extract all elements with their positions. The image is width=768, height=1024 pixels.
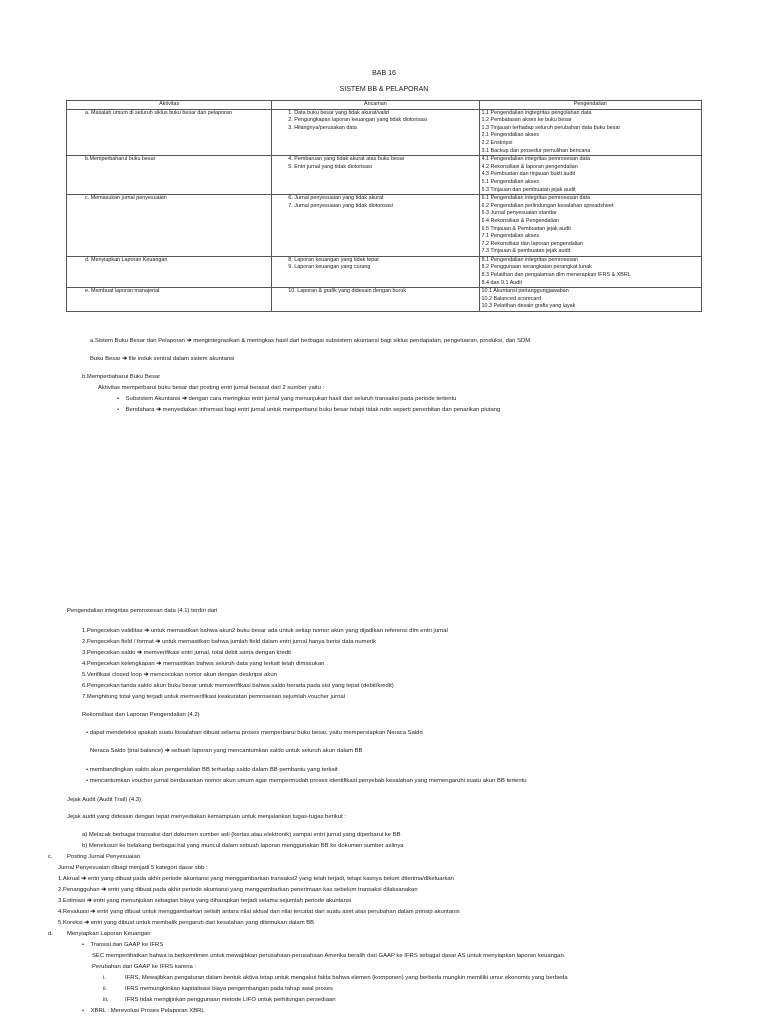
pengendalian-line: 10.1 Akuntansi pertanggungjawaban: [481, 288, 569, 295]
d-roman-ii: IFRS memungkinkan kapitalisasi biaya pengembangan pada tahap awal proses: [125, 986, 333, 992]
cell-pengendalian: [479, 256, 701, 287]
ja-item-a: a) Melacak berbagai transaksi dari dokumen sumber asli (kertas atau elektronik) sampai entri jurnal yang diperbarui ke BB: [82, 832, 401, 838]
ancaman-line: 7. Jurnal penyesuaian yang tidak diotorisasi: [288, 202, 393, 209]
pengendalian-line: 6.4 Rekonsiliasi & Pengendalian: [481, 217, 559, 224]
pengendalian-line: 1.1 Pengendalian ingtegritas pengolahan data: [481, 109, 592, 116]
text: 3.Pengecekan saldo: [82, 650, 136, 656]
text: mencantumkan voucher jurnal berdasarkan nomor akun umum agar mempermudah proses identifikasi penyebab kesalahan yang memengaruhi suatu akun BB tertentu: [89, 778, 527, 784]
section-b-bullet-1: [117, 395, 456, 403]
text: entri yang dibuat untuk membalik pengaruh dari kesalahan yang ditemukan dalam BB: [90, 920, 315, 926]
arrow-right-icon: ➔: [164, 748, 170, 754]
d-roman-i-number: i.: [103, 975, 106, 981]
text: dengan cara meringkas entri jurnal yang menunjukan hasil dari seluruh transaksi pada periode tertentu: [188, 396, 457, 402]
arrow-right-icon: ➔: [137, 650, 142, 656]
pengendalian-line: 5.3 Tinjauan dan pembuatan jejak audit: [481, 186, 576, 193]
text: entri yang menunjukan sebagian biaya yang diharapkan terjadi selama sejumlah periode akuntansi: [93, 898, 352, 904]
para-buku-besar: [90, 355, 234, 363]
pip-title: Pengendalian integritas pemrosesan data (4.1) terdiri dari: [67, 608, 218, 614]
rek-neraca-saldo: [90, 747, 362, 755]
header-aktivitas: Aktivitas: [67, 101, 272, 110]
ja-title: Jejak Audit (Audit Trail) (4.3): [67, 797, 141, 803]
pengendalian-line: 8.4 dan 9.1 Audit: [481, 279, 522, 286]
cell-pengendalian: [479, 195, 701, 257]
table-row: [67, 109, 702, 156]
pengendalian-line: 1.3 Tinjauan terhadap seluruh perubahan data buku besar: [481, 124, 621, 131]
pengendalian-line: 3.1 Backup dan prosedur pemulihan bencana: [481, 147, 591, 154]
section-d-number: d.: [48, 931, 53, 937]
ja-item-b: b) Menelusuri ke belakang berbagai hal yang muncul dalam sebuah laporan menggunakan BB ke dokumen sumber aslinya: [82, 843, 404, 849]
d-bullet-2: [82, 1007, 205, 1015]
section-b-desc: Aktivitas memperbarui buku besar dari posting entri jurnal berasal dari 2 sumber yaitu :: [98, 385, 325, 391]
ancaman-line: 4. Pembaruan yang tidak akurat atas buku besar: [288, 156, 405, 163]
ja-desc: Jejak audit yang didesain dengan tepat menyediakan kemampuan untuk menjalankan tugas-tugas berikut :: [67, 814, 347, 820]
section-c-number: c.: [48, 854, 53, 860]
d-roman-iii-number: iii.: [103, 997, 109, 1003]
bullet-icon: •: [117, 407, 124, 413]
pengendalian-line: 8.3 Pelatihan dan pengalaman dlm menerapkan IFRS & XBRL: [481, 272, 631, 279]
rek-item-2: [86, 766, 338, 774]
section-b-title: b.Memperbaharui Buku Besar: [82, 374, 161, 380]
table-header-row: [67, 101, 702, 110]
pip-item-5: [82, 671, 277, 679]
header-pengendalian: Pengendalian: [479, 101, 701, 110]
pengendalian-line: 7.2 Rekonsiliasi dan laporan pengendalian: [481, 240, 584, 247]
pengendalian-line: 10.2 Balanced scorecard: [481, 295, 542, 302]
rek-item-3: [86, 777, 527, 785]
text: 5.Verifikasi closed loop: [82, 672, 142, 678]
pengendalian-line: 1.2 Pembatasan akses ke buku besar: [481, 117, 572, 124]
d-roman-i: IFRS, Mewajibkan pengaturan dalam bentuk aktiva tetap untuk mengakui fakta bahwa elemen (komponen) yang berbeda mungkin memiliki umur ekonomis yang berbeda: [125, 975, 568, 981]
bullet-icon: •: [117, 396, 124, 402]
text: memastikan bahwa seluruh data yang terkait telah dimasukan: [162, 661, 325, 667]
rek-item-1: [86, 729, 423, 737]
text: 2.Pengecekan field / format: [82, 639, 154, 645]
pengendalian-line: 5.1 Pengendalian akses: [481, 178, 540, 185]
arrow-right-icon: ➔: [86, 898, 92, 904]
d-para-1: SEC memperlihatkan bahwa ia berkomitmen untuk mewajibkan perusahaan-perusahaan Amerika beralih dari GAAP ke IFRS sebagai dasar AS untuk menyiapkan laporan keuangan.: [92, 953, 566, 959]
text: file induk sentral dalam sistem akuntansi: [128, 356, 235, 362]
chapter-title: SISTEM BB & PELAPORAN: [339, 86, 429, 93]
cell-pengendalian: [479, 109, 701, 156]
cell-pengendalian: [479, 288, 701, 312]
arrow-right-icon: ➔: [144, 628, 150, 634]
c-item-5: [58, 919, 314, 927]
pengendalian-line: 4.1 Pengendalian integritas pemrosesan data: [481, 156, 591, 163]
pip-item-6: 6.Pengecekan tanda saldo akun buku besar untuk memverifikasi bahwa saldo berada pada sisi yang tepat (debit/kredit): [82, 683, 394, 689]
pengendalian-line: 2.1 Pengendalian akses: [481, 132, 540, 139]
pengendalian-line: 7.1 Pengendalian akses: [481, 233, 540, 240]
arrow-right-icon: ➔: [156, 407, 162, 413]
text: 5.Koreksi: [58, 920, 83, 926]
text: Bendahara: [125, 407, 155, 413]
c-item-2: [58, 886, 418, 894]
pengendalian-line: 4.2 Rekonsiliasi & laporan pengendalian: [481, 163, 578, 170]
cell-aktivitas: c. Memasukan jurnal penyesuaian: [67, 195, 272, 257]
arrow-right-icon: ➔: [181, 396, 187, 402]
text: 4.Revaluasi: [58, 909, 89, 915]
ancaman-line: 5. Entri jurnal yang tidak diotorisasi: [288, 163, 372, 170]
cell-ancaman: [272, 256, 479, 287]
section-c-desc: Jurnal Penyesuaian dibagi menjadi 5 kategori dasar sbb :: [58, 865, 208, 871]
pip-item-4: [82, 660, 324, 668]
text: untuk memastikan bahwa akun2 buku besar ada untuk setiap nomor akun yang dijadikan referensi dlm entri jurnal: [150, 628, 448, 634]
ancaman-line: 10. Laporan & grafik yang didesain dengan buruk: [288, 288, 407, 295]
cell-ancaman: [272, 195, 479, 257]
header-ancaman: Ancaman: [272, 101, 479, 110]
arrow-right-icon: ➔: [90, 909, 96, 915]
c-item-4: [58, 908, 460, 916]
c-item-3: [58, 897, 351, 905]
pip-item-3: [82, 649, 291, 657]
controls-table: [66, 100, 702, 312]
chapter-number: BAB 16: [372, 70, 396, 77]
text: 2.Penangguhan: [58, 887, 100, 893]
text: untuk memastikan bahwa jumlah field dalam entri jurnal hanya berisi data numerik: [161, 639, 377, 645]
text: 4.Pengecekan kelengkapan: [82, 661, 155, 667]
text: Neraca Saldo (trial balance): [90, 748, 164, 754]
pengendalian-line: 6.2 Pengendalian perlindungan kesalahan spreadsheet: [481, 202, 614, 209]
pengendalian-line: 7.3 Tinjauan & pembuatan jejak audit: [481, 248, 571, 255]
text: mencocokan nomor akun dengan deskripsi akun: [150, 672, 277, 678]
text: Transisi dari GAAP ke IFRS: [90, 942, 164, 948]
arrow-right-icon: ➔: [156, 661, 162, 667]
cell-aktivitas: b.Memperbaharui buku besar: [67, 156, 272, 195]
table-row: [67, 288, 702, 312]
ancaman-line: 8. Laporan keuangan yang tidak tepat: [288, 256, 379, 263]
arrow-right-icon: ➔: [84, 920, 90, 926]
cell-ancaman: [272, 156, 479, 195]
cell-aktivitas: e. Membuat laporan manajerial: [67, 288, 272, 312]
arrow-right-icon: ➔: [143, 672, 149, 678]
text: Subsistem Akuntansi: [125, 396, 181, 402]
text: membandingkan saldo akun pengendalian BB terhadap saldo dalam BB pembantu yang terkait: [89, 767, 338, 773]
para-sistem-bb: [90, 337, 532, 345]
d-roman-iii: IFRS tidak mengijinkan penggunaan metode LIFO untuk perhitungan persediaan: [125, 997, 336, 1003]
bullet-icon: •: [82, 942, 89, 948]
table-row: [67, 156, 702, 195]
text: 3.Estimasi: [58, 898, 86, 904]
cell-ancaman: [272, 288, 479, 312]
c-item-1: [58, 875, 454, 883]
bullet-icon: •: [86, 778, 89, 784]
section-d-title: Menyiapkan Laporan Keuangan: [67, 931, 151, 937]
arrow-right-icon: ➔: [186, 338, 192, 344]
rek-title: Rekonsiliasi dan Laporan Pengendalian (4.2): [82, 712, 200, 718]
text: sebuah laporan yang mencantumkan saldo untuk seluruh akun dalam BB: [171, 748, 363, 754]
text: a.Sistem Buku Besar dan Pelaporan: [90, 338, 185, 344]
pengendalian-line: 8.1 Pengendalian integritas pemrosesan: [481, 256, 579, 263]
pengendalian-line: 6.1 Pengendalian integritas pemrosesan data: [481, 195, 591, 202]
ancaman-line: 9. Laporan keuangan yang curang: [288, 264, 371, 271]
text: Buku Besar: [90, 356, 121, 362]
pip-item-1: [82, 627, 448, 635]
pengendalian-line: 6.5 Tinjauan & Pembuatan jejak audit: [481, 225, 571, 232]
ancaman-line: 1. Data buku besar yang tidak akurat/valid: [288, 109, 389, 116]
bullet-icon: •: [86, 767, 89, 773]
arrow-right-icon: ➔: [81, 876, 87, 882]
bullet-icon: •: [86, 730, 89, 736]
section-b-bullet-2: [117, 406, 500, 414]
text: memverifikasi entri jurnal, total debit sama dengan kredit: [143, 650, 291, 656]
section-c-title: Posting Jurnal Penyesuaian: [67, 854, 141, 860]
cell-pengendalian: [479, 156, 701, 195]
pip-item-7: 7.Menghitung total yang terjadi untuk memverifikasi keakuratan pemrosesan sejumlah voucher jurnal: [82, 694, 345, 700]
arrow-right-icon: ➔: [101, 887, 107, 893]
text: XBRL : Merevolusi Proses Pelaporan XBRL: [90, 1008, 205, 1014]
text: dapat mendeteksi apakah suatu kesalahan dibuat selama proses memperbarui buku besar, yaitu mempersiapkan Neraca Saldo: [89, 730, 423, 736]
text: menyediakan informasi bagi entri jurnal untuk memperbarui buku besar tetapi tidak rutin seperti penerbitan dan penarikan piutang: [162, 407, 501, 413]
text: mengintegrasikan & meringkas hasil dari berbagai subsistem akuntansi bagi siklus pendapatan, pengeluaran, produksi, dan SDM.: [193, 338, 532, 344]
ancaman-line: 3. Hilangnya/perusakan data: [288, 124, 357, 131]
arrow-right-icon: ➔: [122, 356, 128, 362]
cell-aktivitas: a. Masalah umum di seluruh siklus buku besar dan pelaporan: [67, 109, 272, 156]
ancaman-line: 6. Jurnal penyesuaian yang tidak akurat: [288, 195, 384, 202]
d-roman-ii-number: ii.: [103, 986, 108, 992]
pengendalian-line: 8.2 Penggunaan serangkaian perangkat lunak: [481, 264, 592, 271]
table-row: [67, 256, 702, 287]
cell-ancaman: [272, 109, 479, 156]
bullet-icon: •: [82, 1008, 89, 1014]
pengendalian-line: 6.3 Jurnal penyesuaian standar: [481, 210, 557, 217]
d-bullet-1: [82, 941, 163, 949]
text: 1.Akrual: [58, 876, 80, 882]
pip-item-2: [82, 638, 376, 646]
pengendalian-line: 4.3 Pembuatan dan tinjauan bukti audit: [481, 171, 576, 178]
d-para-2: Perubahan dari GAAP ke IFRS karena :: [92, 964, 197, 970]
table-row: [67, 195, 702, 257]
pengendalian-line: 2.2 Enskripsi: [481, 139, 513, 146]
pengendalian-line: 10.3 Pelatihan desain grafis yang layak: [481, 303, 576, 310]
text: 1.Pengecekan validitas: [82, 628, 143, 634]
ancaman-line: 2. Pengungkapan laporan keuangan yang tidak diotorisasi: [288, 117, 428, 124]
text: entri yang dibuat untuk menggambarkan selisih antara nilai aktual dan nilai tercatat dari suatu aset atas perubahan dalam prinsip akuntansi: [97, 909, 460, 915]
text: entri yang dibuat pada akhir periode akuntansi yang menggambarkan transaksi2 yang telah terjadi, tetapi kasnya belum diterima/dikeluarkan: [87, 876, 454, 882]
cell-aktivitas: d. Menyiapkan Laporan Keuangan: [67, 256, 272, 287]
text: entri yang dibuat pada akhir periode akuntansi yang menggambarkan penerimaan kas sebelum transaksi dilaksanakan: [107, 887, 418, 893]
arrow-right-icon: ➔: [155, 639, 161, 645]
